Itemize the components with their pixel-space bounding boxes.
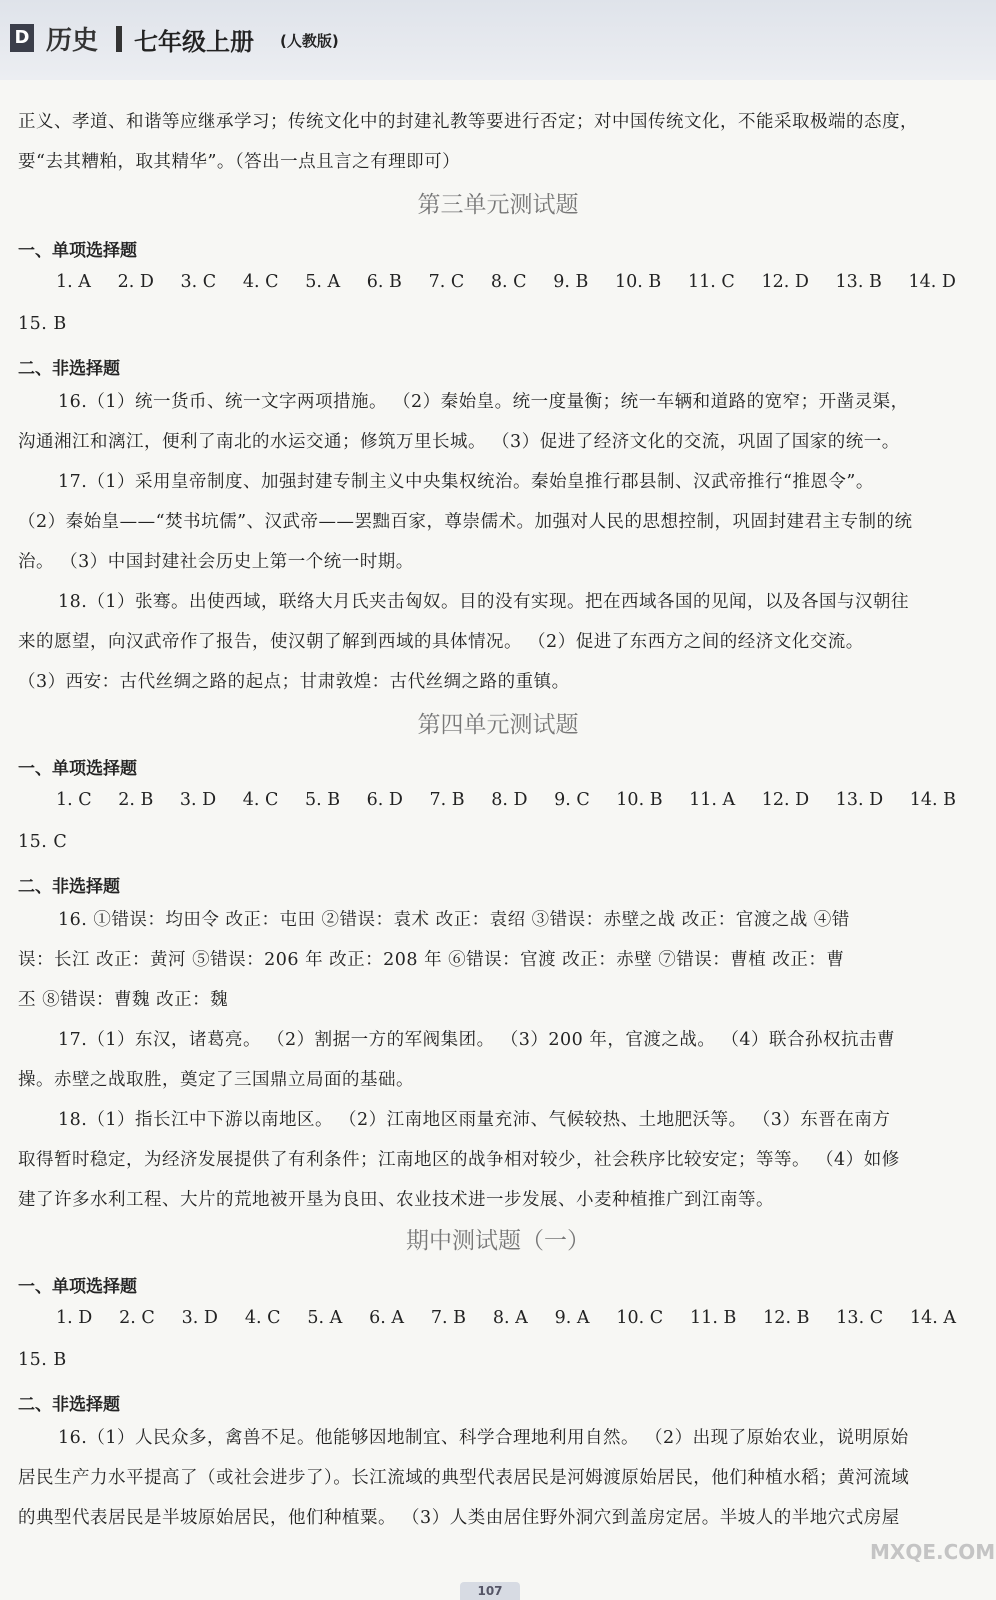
subject-title: 历史	[46, 26, 99, 56]
answer: 10. C	[616, 1308, 664, 1328]
answer: 1. A	[56, 272, 91, 292]
unit3-answer-row	[56, 272, 956, 292]
answer: 4. C	[242, 790, 279, 810]
unit4-line: 操。赤壁之战取胜，奠定了三国鼎立局面的基础。	[18, 1070, 414, 1090]
unit4-line: 取得暂时稳定，为经济发展提供了有利条件；江南地区的战争相对较少，社会秩序比较安定；等等。 （4）如修	[18, 1150, 900, 1170]
answer: 10. B	[616, 790, 663, 810]
answer: 9. B	[553, 272, 589, 292]
unit3-line: 沟通湘江和漓江，便利了南北的水运交通；修筑万里长城。 （3）促进了经济文化的交流，巩固了国家的统一。	[18, 432, 900, 452]
edition-label: (人教版)	[280, 32, 339, 50]
answer: 6. B	[366, 272, 402, 292]
answer: 14. D	[908, 272, 956, 292]
unit4-part1-heading: 一、单项选择题	[18, 759, 137, 779]
answer: 11. A	[689, 790, 736, 810]
unit4-line: 误：长江 改正：黄河 ⑤错误：206 年 改正：208 年 ⑥错误：官渡 改正：赤壁 ⑦错误：曹植 改正：曹	[18, 950, 845, 970]
section-badge: D	[10, 24, 34, 52]
unit3-title: 第三单元测试题	[417, 192, 579, 218]
page-header	[0, 0, 996, 80]
midterm-title: 期中测试题（一）	[406, 1228, 590, 1254]
header-divider	[116, 26, 122, 52]
unit3-line: 来的愿望，向汉武帝作了报告，使汉朝了解到西域的具体情况。 （2）促进了东西方之间的经济文化交流。	[18, 632, 864, 652]
answer: 12. D	[761, 272, 809, 292]
answer: 5. B	[304, 790, 341, 810]
grade-title: 七年级上册	[134, 27, 254, 56]
answer: 9. A	[554, 1308, 590, 1328]
unit3-line: 18.（1）张骞。出使西域，联络大月氏夹击匈奴。目的没有实现。把在西域各国的见闻，以及各国与汉朝往	[58, 592, 909, 612]
answer: 6. D	[366, 790, 403, 810]
midterm-line: 居民生产力水平提高了（或社会进步了）。长江流域的典型代表居民是河姆渡原始居民，他们种植水稻；黄河流域	[18, 1468, 910, 1488]
unit4-line: 17.（1）东汉，诸葛亮。 （2）割据一方的军阀集团。 （3）200 年，官渡之战。 （4）联合孙权抗击曹	[58, 1030, 896, 1050]
answer: 3. D	[181, 1308, 218, 1328]
midterm-line: 16.（1）人民众多，禽兽不足。他能够因地制宜、科学合理地利用自然。 （2）出现了原始农业，说明原始	[58, 1428, 909, 1448]
unit3-line: （3）西安：古代丝绸之路的起点；甘肃敦煌：古代丝绸之路的重镇。	[18, 672, 570, 692]
answer: 1. C	[56, 790, 92, 810]
answer: 5. A	[307, 1308, 343, 1328]
unit4-title: 第四单元测试题	[417, 712, 579, 738]
answer: 7. C	[428, 272, 465, 292]
unit3-line: （2）秦始皇——“焚书坑儒”、汉武帝——罢黜百家，尊崇儒术。加强对人民的思想控制，巩固封建君主专制的统	[18, 512, 913, 532]
unit3-line: 16.（1）统一货币、统一文字两项措施。 （2）秦始皇。统一度量衡；统一车辆和道路的宽窄；开凿灵渠，	[58, 392, 909, 412]
intro-line-2: 要“去其糟粕，取其精华”。（答出一点且言之有理即可）	[18, 152, 461, 172]
answer: 2. B	[118, 790, 154, 810]
answer: 1. D	[56, 1308, 93, 1328]
midterm-line: 的典型代表居民是半坡原始居民，他们种植粟。 （3）人类由居住野外洞穴到盖房定居。半坡人的半地穴式房屋	[18, 1508, 900, 1528]
answer: 5. A	[305, 272, 341, 292]
answer: 11. B	[690, 1308, 737, 1328]
answer: 2. D	[117, 272, 154, 292]
unit4-line: 丕 ⑧错误：曹魏 改正：魏	[18, 990, 229, 1010]
answer: 4. C	[244, 1308, 281, 1328]
unit4-line: 18.（1）指长江中下游以南地区。 （2）江南地区雨量充沛、气候较热、土地肥沃等。 （3）东晋在南方	[58, 1110, 891, 1130]
answer: 8. C	[490, 272, 527, 292]
answer: 8. D	[491, 790, 528, 810]
unit4-answer-15: 15. C	[18, 832, 68, 852]
answer: 9. C	[554, 790, 590, 810]
unit4-answer-row	[56, 790, 956, 810]
answer: 12. D	[761, 790, 810, 810]
unit3-line: 17.（1）采用皇帝制度、加强封建专制主义中央集权统治。秦始皇推行郡县制、汉武帝推行“推恩令”。	[58, 472, 874, 492]
answer: 2. C	[119, 1308, 155, 1328]
answer: 4. C	[242, 272, 279, 292]
answer: 10. B	[615, 272, 662, 292]
answer: 13. C	[836, 1308, 884, 1328]
answer: 13. B	[835, 272, 882, 292]
unit3-answer-15: 15. B	[18, 314, 67, 334]
unit4-part2-heading: 二、非选择题	[18, 877, 120, 897]
answer: 8. A	[492, 1308, 528, 1328]
answer: 14. A	[909, 1308, 956, 1328]
answer: 7. B	[430, 1308, 466, 1328]
midterm-answer-row	[56, 1308, 956, 1328]
answer: 7. B	[429, 790, 465, 810]
unit4-line: 16. ①错误：均田令 改正：屯田 ②错误：袁术 改正：袁绍 ③错误：赤壁之战 改正：官渡之战 ④错	[58, 910, 850, 930]
answer: 14. B	[909, 790, 956, 810]
unit3-part2-heading: 二、非选择题	[18, 359, 120, 379]
intro-line-1: 正义、孝道、和谐等应继承学习；传统文化中的封建礼教等要进行否定；对中国传统文化，不能采取极端的态度，	[18, 112, 918, 132]
unit4-line: 建了许多水利工程、大片的荒地被开垦为良田、农业技术进一步发展、小麦种植推广到江南等。	[18, 1190, 774, 1210]
answer: 11. C	[687, 272, 735, 292]
midterm-part1-heading: 一、单项选择题	[18, 1277, 137, 1297]
answer: 6. A	[369, 1308, 405, 1328]
midterm-answer-15: 15. B	[18, 1350, 67, 1370]
answer: 3. C	[180, 272, 217, 292]
midterm-part2-heading: 二、非选择题	[18, 1395, 120, 1415]
site-watermark: MXQE.COM	[870, 1540, 996, 1564]
answer: 3. D	[179, 790, 217, 810]
answer: 13. D	[835, 790, 884, 810]
unit3-line: 治。 （3）中国封建社会历史上第一个统一时期。	[18, 552, 414, 572]
page-number: 107	[460, 1582, 520, 1600]
answer: 12. B	[763, 1308, 810, 1328]
unit3-part1-heading: 一、单项选择题	[18, 241, 137, 261]
